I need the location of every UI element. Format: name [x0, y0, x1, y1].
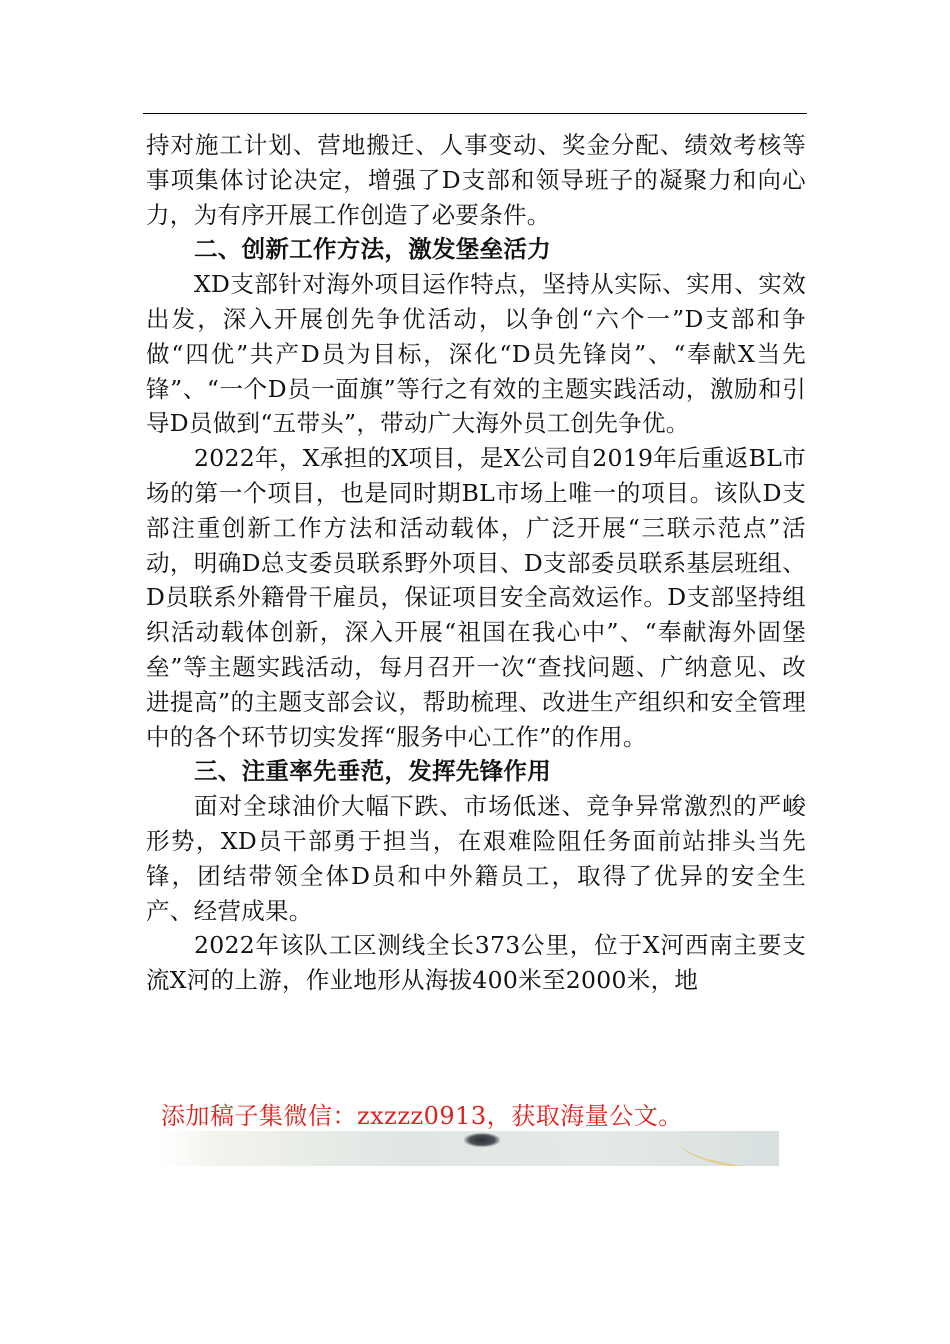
promo-notice: 添加稿子集微信：zxzzz0913，获取海量公文。: [161, 1102, 683, 1130]
header-rule: [143, 113, 807, 114]
ink-blot-decoration: [464, 1133, 500, 1147]
paragraph-3: 2022年，X承担的X项目，是X公司自2019年后重返BL市场的第一个项目，也是同时期BL市场上唯一的项目。该队D支部注重创新工作方法和活动载体，广泛开展“三联示范点”活动，明确D总支委员联系野外项目、D支部委员联系基层班组、D员联系外籍骨干雇员，保证项目安全高效运作。D支部坚持组织活动载体创新，深入开展“祖国在我心中”、“奉献海外固堡垒”等主题实践活动，每月召开一次“查找问题、广纳意见、改进提高”的主题支部会议，帮助梳理、改进生产组织和安全管理中的各个环节切实发挥“服务中心工作”的作用。: [146, 444, 806, 751]
section-heading-2: 二、创新工作方法，激发堡垒活力: [194, 235, 551, 264]
paragraph-1: 持对施工计划、营地搬迁、人事变动、奖金分配、绩效考核等事项集体讨论决定，增强了D支部和领导班子的凝聚力和向心力，为有序开展工作创造了必要条件。: [146, 131, 806, 229]
document-body: [146, 128, 806, 998]
wave-line-decoration: [679, 1131, 779, 1166]
paragraph-2: XD支部针对海外项目运作特点，坚持从实际、实用、实效出发，深入开展创先争优活动，以争创“六个一”D支部和争做“四优”共产D员为目标，深化“D员先锋岗”、“奉献X当先锋”、“一个D员一面旗”等行之有效的主题实践活动，激励和引导D员做到“五带头”，带动广大海外员工创先争优。: [146, 270, 806, 438]
decorative-banner-image: [159, 1131, 779, 1166]
paragraph-4: 面对全球油价大幅下跌、市场低迷、竞争异常激烈的严峻形势，XD员干部勇于担当，在艰难险阻任务面前站排头当先锋，团结带领全体D员和中外籍员工，取得了优异的安全生产、经营成果。: [146, 792, 806, 925]
paragraph-5: 2022年该队工区测线全长373公里，位于X河西南主要支流X河的上游，作业地形从海拔400米至2000米，地: [146, 931, 806, 995]
section-heading-3: 三、注重率先垂范，发挥先锋作用: [194, 757, 551, 786]
